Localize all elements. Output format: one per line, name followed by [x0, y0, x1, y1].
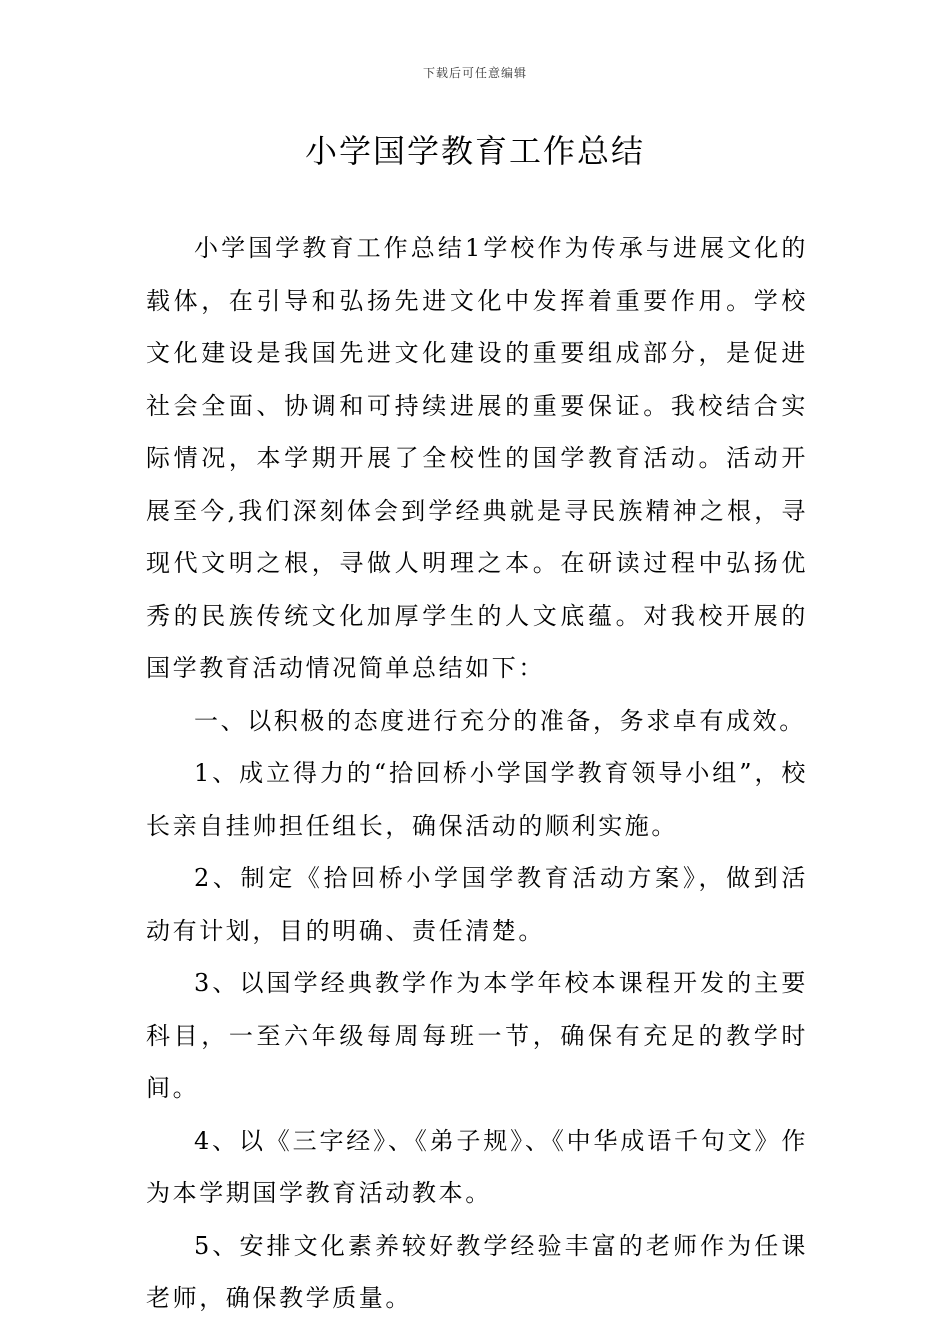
- paragraph-section-heading: 一、以积极的态度进行充分的准备，务求卓有成效。: [194, 706, 806, 735]
- document-body: [146, 222, 808, 1325]
- paragraph-item-2: 2、制定《拾回桥小学国学教育活动方案》，做到活动有计划，目的明确、责任清楚。: [146, 864, 808, 945]
- document-title: 小学国学教育工作总结: [304, 132, 645, 170]
- paragraph-intro: 小学国学教育工作总结1学校作为传承与进展文化的载体，在引导和弘扬先进文化中发挥着重要作用。学校文化建设是我国先进文化建设的重要组成部分，是促进社会全面、协调和可持续进展的重要保证。我校结合实际情况，本学期开展了全校性的国学教育活动。活动开展至今,我们深刻体会到学经典就是寻民族精神之根，寻现代文明之根，寻做人明理之本。在研读过程中弘扬优秀的民族传统文化加厚学生的人文底蕴。对我校开展的国学教育活动情况简单总结如下：: [146, 234, 808, 682]
- header-note: 下载后可任意编辑: [422, 66, 527, 80]
- paragraph-item-3: 3、以国学经典教学作为本学年校本课程开发的主要科目，一至六年级每周每班一节，确保有充足的教学时间。: [146, 969, 808, 1102]
- paragraph-item-1: 1、成立得力的“拾回桥小学国学教育领导小组”，校长亲自挂帅担任组长，确保活动的顺利实施。: [146, 759, 808, 840]
- paragraph-item-5: 5、安排文化素养较好教学经验丰富的老师作为任课老师，确保教学质量。: [146, 1231, 808, 1312]
- paragraph-item-4: 4、以《三字经》、《弟子规》、《中华成语千句文》作为本学期国学教育活动教本。: [146, 1126, 808, 1207]
